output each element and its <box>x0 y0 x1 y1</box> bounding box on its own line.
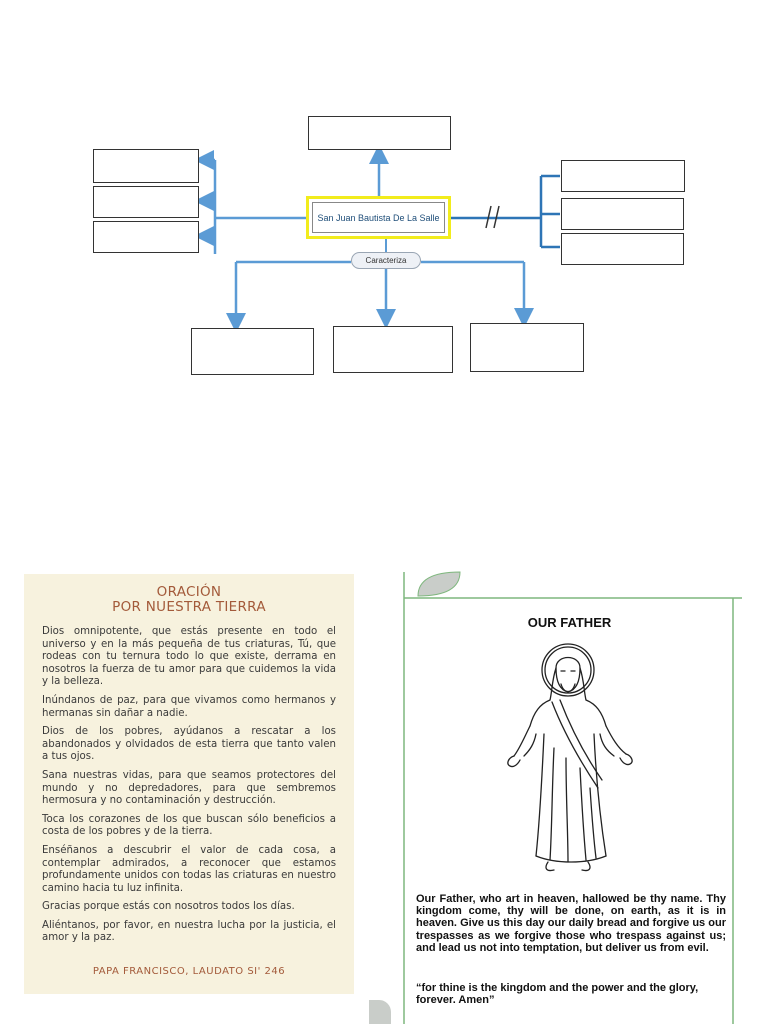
concept-map <box>0 0 768 400</box>
our-father-prayer-text: Our Father, who art in heaven, hallowed be thy name. Thy kingdom come, thy will be done, on earth, as it is in heaven. Give us this day our daily bread and forgive us our trespasses as we forgive those who trespass against us; and lead us not into temptation, but deliver us from evil. <box>416 893 726 954</box>
map-box-right-3[interactable] <box>561 233 684 265</box>
oracion-paragraph: Aliéntanos, por favor, en nuestra lucha por la justicia, el amor y la paz. <box>42 919 336 944</box>
our-father-doxology: “for thine is the kingdom and the power and the glory, forever. Amen” <box>416 982 699 1007</box>
map-box-top[interactable] <box>308 116 451 150</box>
map-box-left-3[interactable] <box>93 221 199 253</box>
leaf-bottom-decoration-icon <box>369 1000 391 1024</box>
oracion-paragraph: Sana nuestras vidas, para que seamos protectores del mundo y no depredadores, para que sembremos hermosura y no contaminación y destrucción. <box>42 769 336 807</box>
oracion-paragraph: Gracias porque estás con nosotros todos los días. <box>42 901 295 913</box>
oracion-title-line2: POR NUESTRA TIERRA <box>112 599 266 615</box>
map-box-bottom-mid[interactable] <box>333 326 453 373</box>
oracion-paragraph: Dios de los pobres, ayúdanos a rescatar a los abandonados y olvidados de esta tierra que tanto valen a tus ojos. <box>42 726 336 763</box>
our-father-card <box>396 568 746 1024</box>
map-box-right-1[interactable] <box>561 160 685 192</box>
oracion-signature: PAPA FRANCISCO, LAUDATO SI' 246 <box>92 966 286 977</box>
jesus-illustration-icon <box>506 638 636 878</box>
oracion-paragraph: Enséñanos a descubrir el valor de cada cosa, a contemplar admirados, a reconocer que estamos profundamente unidos con todas las criaturas en nuestro camino hacia tu luz infinita. <box>42 844 336 894</box>
oracion-body <box>42 626 336 945</box>
map-box-bottom-left[interactable] <box>191 328 314 375</box>
oracion-paragraph: Inúndanos de paz, para que vivamos como hermanos y hermanas sin dañar a nadie. <box>42 694 336 719</box>
our-father-title: OUR FATHER <box>527 615 612 630</box>
oracion-paragraph: Toca los corazones de los que buscan sólo beneficios a costa de los pobres y de la tierra. <box>42 813 336 838</box>
center-concept-label: San Juan Bautista De La Salle <box>312 202 445 233</box>
map-box-bottom-right[interactable] <box>470 323 584 372</box>
center-concept-box <box>306 196 451 239</box>
map-box-left-2[interactable] <box>93 186 199 218</box>
map-box-left-1[interactable] <box>93 149 199 183</box>
leaf-top-icon <box>418 572 460 596</box>
oracion-title <box>42 585 336 615</box>
map-box-right-2[interactable] <box>561 198 684 230</box>
oracion-paragraph: Dios omnipotente, que estás presente en todo el universo y en la más pequeña de tus criaturas, Tú, que rodeas con tu ternura todo lo que existe, derrama en nosotros la fuerza de tu amor para que cuidemos la vida y la belleza. <box>42 626 336 688</box>
oracion-title-line1: ORACIÓN <box>156 584 222 600</box>
oracion-card <box>24 574 354 994</box>
connector-label-pill: Caracteriza <box>351 252 421 269</box>
